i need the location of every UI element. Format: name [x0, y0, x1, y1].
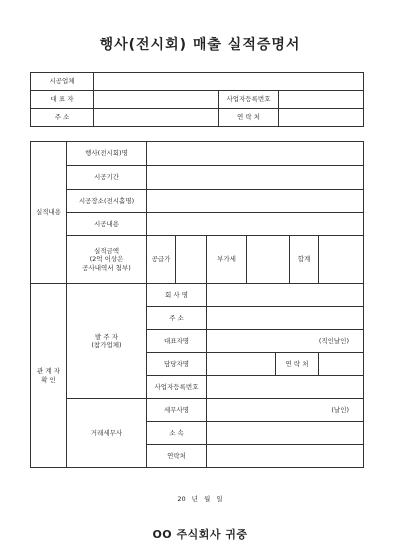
orderer-ceo-label: 대표자명 — [147, 330, 207, 353]
orderer-label — [67, 284, 147, 399]
tax-office-seal[interactable]: (날인) — [207, 399, 364, 422]
orderer-contact-label: 연 락 처 — [276, 353, 319, 376]
document-title: 행사(전시회) 매출 실적증명서 — [99, 37, 301, 53]
tax-contact-field[interactable] — [207, 445, 364, 468]
confirmation-section-label — [31, 284, 67, 468]
orderer-address-field[interactable] — [207, 307, 364, 330]
event-name-field[interactable] — [147, 142, 364, 166]
tax-office-label: 세무사명 — [147, 399, 207, 422]
total-field[interactable] — [319, 236, 364, 284]
orderer-label-line1: 발 주 자 — [95, 332, 118, 341]
company-label: 시공업체 — [31, 73, 94, 91]
tax-affiliation-label: 소 속 — [147, 422, 207, 445]
contact-field[interactable] — [279, 109, 364, 127]
orderer-bizno-field[interactable] — [207, 376, 364, 399]
performance-confirmation-table — [30, 141, 364, 468]
orderer-bizno-label: 사업자등록번호 — [147, 376, 207, 399]
period-label: 시공기간 — [67, 166, 147, 190]
vat-label: 부가세 — [207, 236, 247, 284]
orderer-contact-field[interactable] — [319, 353, 364, 376]
total-label: 합계 — [290, 236, 319, 284]
orderer-manager-label: 담당자명 — [147, 353, 207, 376]
ceo-label: 대 표 자 — [31, 91, 94, 109]
venue-label: 시공장소(전시홀명) — [67, 190, 147, 213]
address-field[interactable] — [94, 109, 219, 127]
bizno-label: 사업자등록번호 — [219, 91, 279, 109]
content-field[interactable] — [147, 213, 364, 236]
amount-label — [67, 236, 147, 284]
orderer-address-label: 주 소 — [147, 307, 207, 330]
bizno-field[interactable] — [279, 91, 364, 109]
period-field[interactable] — [147, 166, 364, 190]
event-name-label: 행사(전시회)명 — [67, 142, 147, 166]
addressee: OO 주식회사 귀중 — [152, 528, 248, 541]
amount-label-line2: (2억 이상은 — [89, 255, 124, 264]
performance-section-label: 실적내용 — [31, 142, 67, 284]
contact-label: 연 락 처 — [219, 109, 279, 127]
date-line: 20 년 월 일 — [177, 495, 223, 503]
orderer-ceo-seal[interactable]: (직인날인) — [207, 330, 364, 353]
tax-agent-label: 거래세무사 — [67, 399, 147, 468]
ceo-field[interactable] — [94, 91, 219, 109]
company-field[interactable] — [94, 73, 364, 91]
orderer-company-field[interactable] — [207, 284, 364, 307]
vat-field[interactable] — [247, 236, 290, 284]
venue-field[interactable] — [147, 190, 364, 213]
tax-affiliation-field[interactable] — [207, 422, 364, 445]
applicant-info-table — [30, 72, 364, 127]
amount-label-line3: 공사내역서 첨부) — [82, 263, 131, 272]
confirmation-label-line1: 관 계 자 — [37, 367, 60, 376]
amount-label-line1: 실적금액 — [93, 247, 120, 256]
tax-contact-label: 연락처 — [147, 445, 207, 468]
orderer-company-label: 회 사 명 — [147, 284, 207, 307]
address-label: 주 소 — [31, 109, 94, 127]
supply-field[interactable] — [176, 236, 207, 284]
supply-label: 공급가 — [147, 236, 176, 284]
orderer-manager-field[interactable] — [207, 353, 276, 376]
confirmation-label-line2: 확 인 — [41, 375, 56, 384]
orderer-label-line2: (참가업체) — [91, 341, 122, 349]
content-label: 시공내용 — [67, 213, 147, 236]
